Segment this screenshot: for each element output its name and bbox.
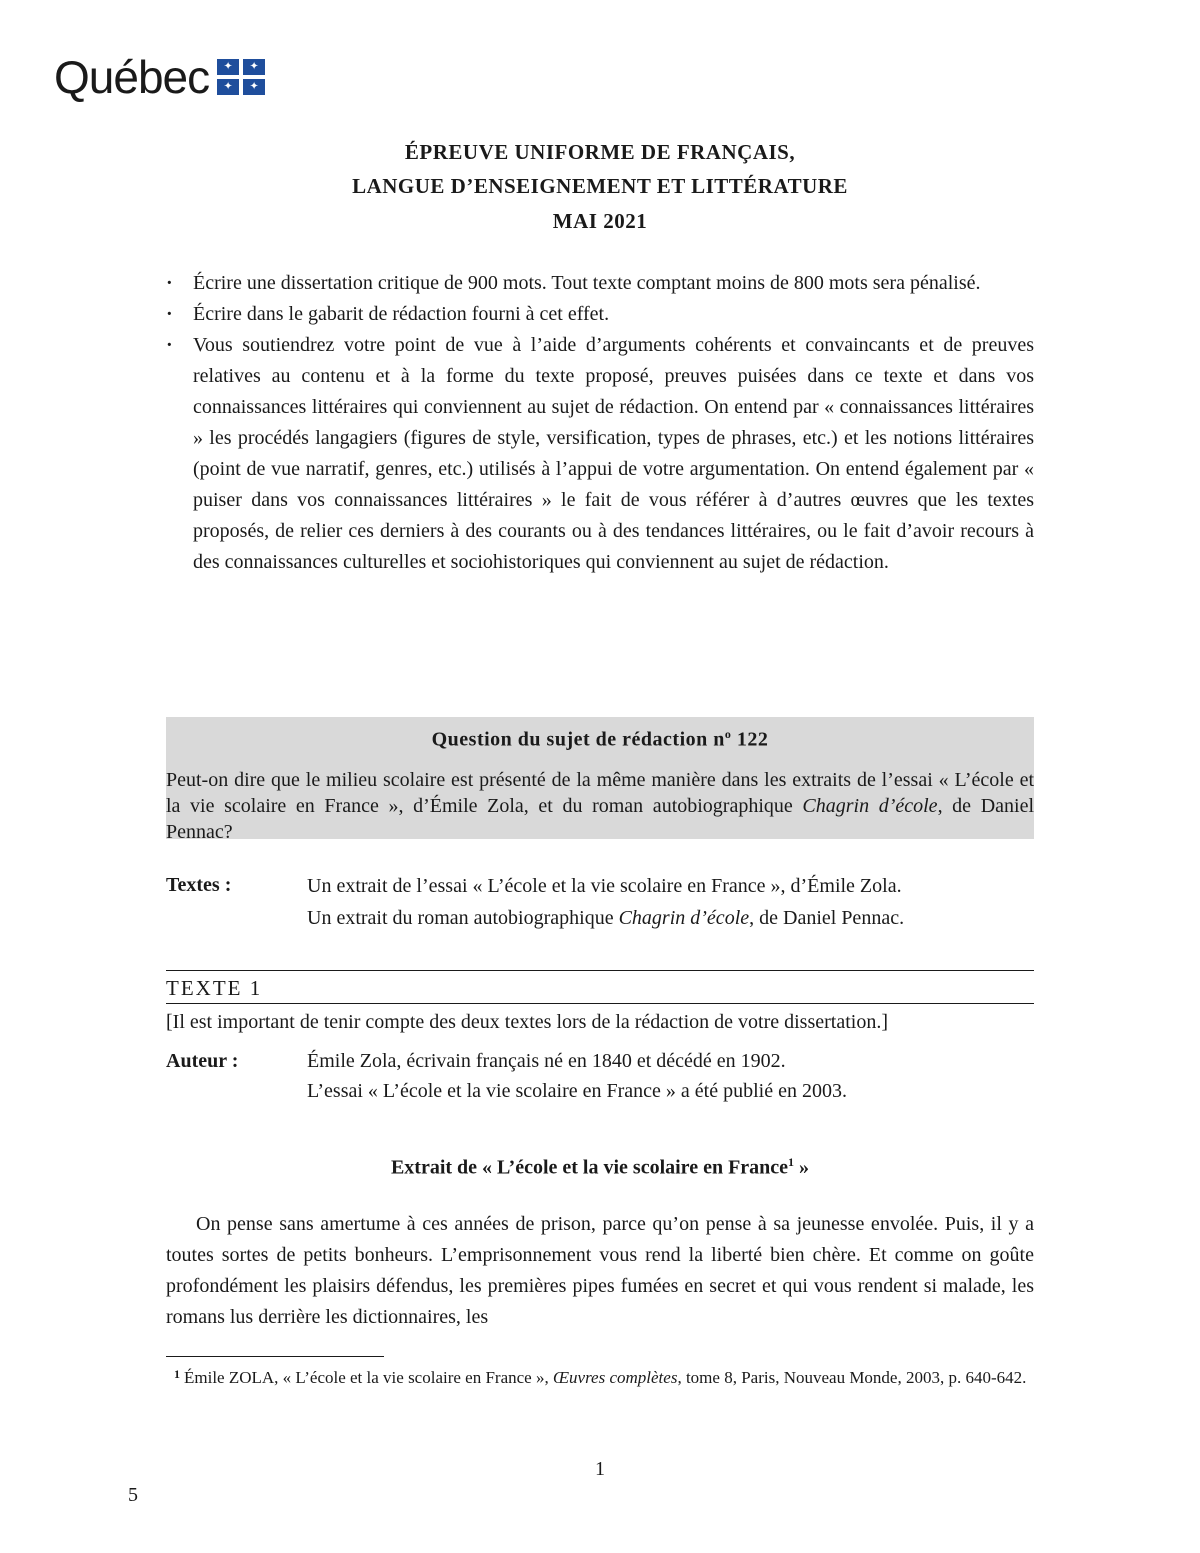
exam-title-line2: LANGUE D’ENSEIGNEMENT ET LITTÉRATURE [352,174,848,198]
exam-title-line1: ÉPREUVE UNIFORME DE FRANÇAIS, [404,140,796,164]
footnote-separator [166,1356,384,1357]
question-title: Question du sujet de rédaction $n^o$ 122 [431,727,769,751]
divider-top [166,970,1034,971]
textes-label: Textes : [166,874,232,896]
logo-text: Québec [54,51,210,103]
question-text: Peut-on dire que le milieu scolaire est présenté de la même manière dans les extraits de l’essai « L’école et la vie scolaire en France », d’Émile Zola, et du roman autobiographique Chagrin d’école, de Daniel Pennac? [166,768,1034,843]
texte1-heading: TEXTE 1 [166,976,263,1000]
page-number: 1 [595,1458,605,1480]
auteur-label: Auteur : [166,1050,239,1072]
fleur-de-lis-icon [243,59,265,75]
quebec-logo [54,50,265,104]
instructions-list [166,268,1034,578]
texte1-note: [Il est important de tenir compte des deux textes lors de la rédaction de votre dissertation.] [166,1011,888,1033]
exam-date: MAI 2021 [552,209,648,233]
instruction-item: · Écrire une dissertation critique de 900 mots. Tout texte comptant moins de 800 mots sera pénalisé. [166,268,1034,299]
extrait-title: Extrait de « L’école et la vie scolaire en France$^1$ » [390,1155,810,1179]
textes-line2: Un extrait du roman autobiographique Chagrin d’école, de Daniel Pennac. [307,907,905,929]
divider-bottom [166,1003,1034,1004]
question-box [166,717,1034,843]
textes-line1: Un extrait de l’essai « L’école et la vie scolaire en France », d’Émile Zola. [307,875,902,897]
auteur-line2: L’essai « L’école et la vie scolaire en France » a été publié en 2003. [307,1080,847,1102]
quebec-flag-icon [217,59,265,95]
extrait-paragraph: On pense sans amertume à ces années de prison, parce qu’on pense à sa jeunesse envolée. Puis, il y a toutes sortes de petits bonheurs. L’emprisonnement vous rend la liberté bien chère. Et comme on goûte profondément les plaisirs défendus, les premières pipes fumées en secret et qui vous rendent si malade, les romans lus derrière les dictionnaires, les [166,1213,1034,1328]
instruction-item: · Écrire dans le gabarit de rédaction fourni à cet effet. [166,299,1034,330]
footnote: 1 Émile ZOLA, « L’école et la vie scolaire en France », Œuvres complètes, tome 8, Paris, Nouveau Monde, 2003, p. 640-642. [174,1367,1027,1387]
auteur-line1: Émile Zola, écrivain français né en 1840 et décédé en 1902. [307,1050,786,1072]
corner-number: 5 [128,1484,138,1506]
fleur-de-lis-icon [217,59,239,75]
fleur-de-lis-icon [243,79,265,95]
fleur-de-lis-icon [217,79,239,95]
instruction-item: · Vous soutiendrez votre point de vue à l’aide d’arguments cohérents et convaincants et de preuves relatives au contenu et à la forme du texte proposé, preuves puisées dans ce texte et dans vos connaissances littéraires qui conviennent au sujet de rédaction. On entend par « connaissances littéraires » les procédés langagiers (figures de style, versification, types de phrases, etc.) et les notions littéraires (point de vue narratif, genres, etc.) utilisés à l’appui de votre argumentation. On entend également par « puiser dans vos connaissances littéraires » le fait de vous référer à d’autres œuvres que les textes proposés, de relier ces derniers à des courants ou à des tendances littéraires, ou le fait d’avoir recours à des connaissances culturelles et sociohistoriques qui conviennent au sujet de rédaction. [166,330,1034,578]
